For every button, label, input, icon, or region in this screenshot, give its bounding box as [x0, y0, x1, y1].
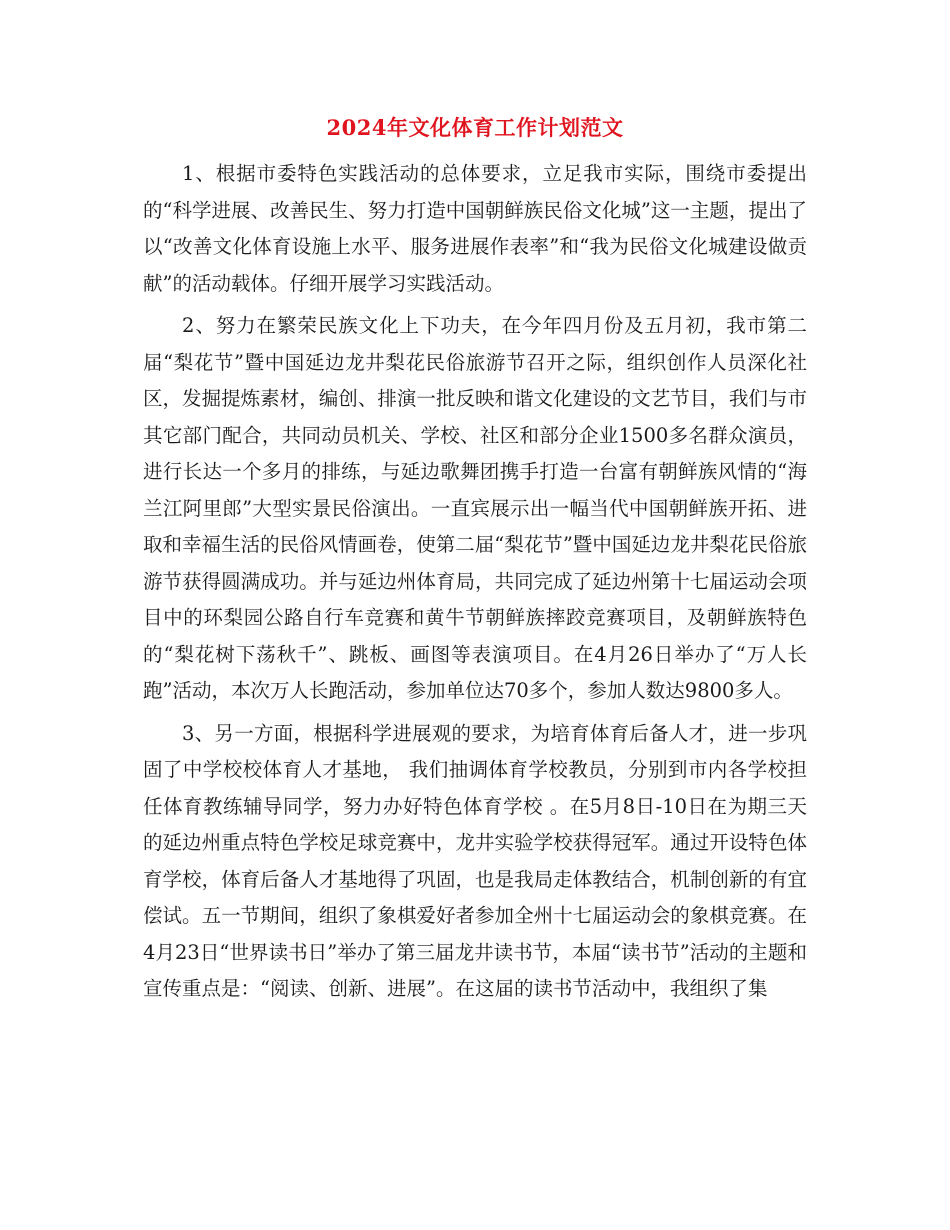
document-body: [143, 156, 807, 1014]
paragraph-2: 2、努力在繁荣民族文化上下功夫，在今年四月份及五月初，我市第二届“梨花节”暨中国延边龙井梨花民俗旅游节召开之际，组织创作人员深化社区，发掘提炼素材，编创、排演一批反映和谐文化建设的文艺节目，我们与市其它部门配合，共同动员机关、学校、社区和部分企业1500多名群众演员，进行长达一个多月的排练，与延边歌舞团携手打造一台富有朝鲜族风情的“海兰江阿里郎”大型实景民俗演出。一直宾展示出一幅当代中国朝鲜族开拓、进取和幸福生活的民俗风情画卷，使第二届“梨花节”暨中国延边龙井梨花民俗旅游节获得圆满成功。并与延边州体育局，共同完成了延边州第十七届运动会项目中的环梨园公路自行车竞赛和黄牛节朝鲜族摔跤竞赛项目，及朝鲜族特色的“梨花树下荡秋千”、跳板、画图等表演项目。在4月26日举办了“万人长跑”活动，本次万人长跑活动，参加单位达70多个，参加人数达9800多人。: [143, 314, 807, 702]
document-title: 2024年文化体育工作计划范文: [326, 115, 624, 140]
paragraph-3: 3、另一方面，根据科学进展观的要求，为培育体育后备人才，进一步巩固了中学校校体育人才基地， 我们抽调体育学校教员，分别到市内各学校担任体育教练辅导同学，努力办好特色体育学校 。在5月8日-10日在为期三天的延边州重点特色学校足球竞赛中，龙井实验学校获得冠军。通过开设特色体育学校，体育后备人才基地得了巩固，也是我局走体教结合，机制创新的有宜偿试。五一节期间，组织了象棋爱好者参加全州十七届运动会的象棋竞赛。在4月23日“世界读书日”举办了第三届龙井读书节，本届“读书节”活动的主题和宣传重点是：“阅读、创新、进展”。在这届的读书节活动中，我组织了集: [143, 721, 807, 1000]
paragraph-1: 1、根据市委特色实践活动的总体要求，立足我市实际，围绕市委提出的“科学进展、改善民生、努力打造中国朝鲜族民俗文化城”这一主题，提出了以“改善文化体育设施上水平、服务进展作表率”和“我为民俗文化城建设做贡献”的活动载体。仔细开展学习实践活动。: [143, 162, 807, 295]
